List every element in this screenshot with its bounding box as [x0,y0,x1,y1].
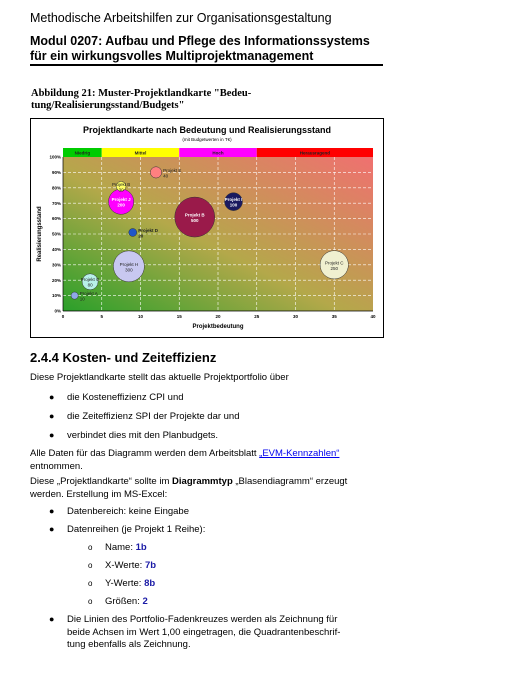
bullet-icon: ● [49,430,55,440]
paragraph-data-source [30,448,390,473]
list-item-text: Datenbereich: keine Eingabe [67,506,190,517]
sub-item-label: Y-Werte: [105,578,145,589]
header-topline: Methodische Arbeitshilfen zur Organisationsgestaltung [30,11,332,25]
para3-text: Diese „Projektlandkarte“ sollte im [30,476,173,487]
x-tick-label: 25 [254,314,260,319]
list-item-line: beide Achsen im Wert 1,00 eingetragen, die Quadrantenbeschrif- [67,626,341,638]
bubble [71,292,78,299]
band-label: Herausragend [299,150,331,156]
bubble-label: Projekt D [138,227,159,233]
bullet-icon: ● [49,524,55,534]
bubble-value-label: 10 [79,296,85,302]
bubble-chart-svg [31,119,383,337]
sub-item-label: X-Werte: [105,560,145,571]
bubble-label: Projekt B [184,212,205,218]
list-item-text: die Zeiteffizienz SPI der Projekte dar und [67,411,240,422]
bubble-label: Projekt J [111,197,131,203]
intro-text: Diese Projektlandkarte stellt das aktuelle Projektportfolio über [30,372,289,383]
list-item [0,506,514,524]
x-tick-label: 40 [370,314,376,319]
section-heading: 2.4.4 Kosten- und Zeiteffizienz [30,350,217,365]
x-tick-label: 5 [100,314,104,319]
bubble-label: Projekt E [163,167,182,173]
evm-kennzahlen-link[interactable]: „EVM-Kennzahlen“ [259,448,340,459]
figure-caption [31,88,271,112]
x-tick-label: 30 [292,314,299,319]
sub-item-value: 1b [135,542,147,553]
y-tick-label: 40% [51,247,61,252]
y-tick-label: 60% [51,216,61,222]
bullet-icon: ● [49,614,55,624]
header-rule [30,64,383,66]
bubble-label: Projekt I [224,197,243,203]
band-label: Niedrig [74,150,91,156]
list-item [0,392,514,411]
chart-title: Projektlandkarte nach Bedeutung und Realisierungsstand [82,125,332,135]
bullet-icon: ● [49,506,55,516]
sub-item-label: Größen: [105,596,143,607]
module-title-line1: Modul 0207: Aufbau und Pflege des Informationssystems [30,34,370,48]
bubble-value-label: 300 [125,267,133,273]
list-item-line: Die Linien des Portfolio-Fadenkreuzes werden als Zeichnung für [67,614,338,625]
y-tick-label: 100% [49,154,61,160]
circle-bullet-icon: o [88,579,93,588]
sub-item-value: 7b [144,560,157,571]
circle-bullet-icon: o [88,597,93,606]
x-tick-label: 0 [61,314,65,319]
x-axis-label: Projektbedeutung [192,324,244,330]
x-tick-label: 10 [137,314,144,319]
para3-bold: Diagrammtyp [172,476,233,487]
bubble-value-label: 100 [229,202,238,208]
module-title-line2: für ein wirkungsvolles Multiprojektmanagement [30,49,314,63]
module-title [30,34,390,64]
bullet-list-1 [0,392,514,449]
sub-list-item [0,560,514,578]
bubble-value-label: 250 [330,265,339,271]
x-tick-label: 20 [215,314,221,319]
list-item-text: die Kosteneffizienz CPI und [67,392,184,403]
para3-text-b: „Blasendiagramm“ erzeugt [232,476,348,487]
bubble-value-label: 40 [163,173,169,179]
y-axis-label: Realisierungsstand [37,206,43,262]
y-tick-label: 70% [51,200,61,206]
sub-item-value: 8b [144,578,156,589]
band-label: Mittel [134,150,147,156]
para2-text: Alle Daten für das Diagramm werden dem Arbeitsblatt [30,448,260,459]
bubble-label: Projekt A [79,291,98,297]
bubble-value-label: 200 [117,202,125,208]
sub-list [0,542,514,614]
band-row [63,148,373,157]
bubble-chart [30,118,384,338]
y-tick-label: 30% [51,262,61,268]
circle-bullet-icon: o [88,543,93,552]
list-item-line: tung ebenfalls als Zeichnung. [67,639,191,650]
bubble [150,167,161,178]
bubble [129,228,137,236]
list-item [0,614,514,654]
bubble-label: Projekt B [111,181,131,187]
list-item-text [67,614,387,652]
y-tick-label: 50% [51,231,61,237]
sub-item-text [105,560,156,571]
list-item [0,411,514,430]
bubble-value-label: 20 [138,233,144,239]
band-label: Hoch [212,150,224,156]
x-tick-label: 15 [176,314,182,319]
sub-list-item [0,542,514,560]
y-tick-label: 10% [51,293,61,299]
bubble-value-label: 80 [87,282,93,288]
sub-item-value: 2 [142,596,148,607]
bullet-list-3 [0,614,514,654]
chart-subtitle: (mit Budgetwerten in T€) [182,137,232,142]
bullet-icon: ● [49,392,55,402]
list-item [0,524,514,542]
bullet-icon: ● [49,411,55,421]
list-item [0,430,514,449]
y-tick-label: 90% [51,170,61,175]
list-item-text: Datenreihen (je Projekt 1 Reihe): [67,524,206,535]
bubble-label: Projekt C [324,260,344,266]
bubble-label: Projekt H [119,261,139,267]
circle-bullet-icon: o [88,561,93,570]
sub-list-item [0,596,514,614]
para2-text-end: entnommen. [30,460,83,472]
paragraph-diagram-type [30,476,390,501]
sub-item-text [105,578,155,589]
sub-item-label: Name: [105,542,136,553]
y-tick-label: 0% [54,308,61,314]
y-tick-label: 80% [51,185,61,191]
sub-item-text [105,596,148,607]
bubble-value-label: 500 [190,218,199,224]
bubble-value-label: 30 [118,187,124,193]
bullet-list-2 [0,506,514,542]
list-item-text: verbindet dies mit den Planbudgets. [67,430,219,441]
sub-item-text [105,542,147,553]
bubble-label: Projekt G [80,277,100,283]
figure-caption-line1: Abbildung 21: Muster-Projektlandkarte "Bedeu- [31,88,252,99]
sub-list-item [0,578,514,596]
x-tick-label: 35 [331,314,337,319]
figure-caption-line2: tung/Realisierungsstand/Budgets" [31,100,185,111]
y-tick-label: 20% [51,277,61,283]
para3-text-c: werden. Erstellung im MS-Excel: [30,488,168,500]
